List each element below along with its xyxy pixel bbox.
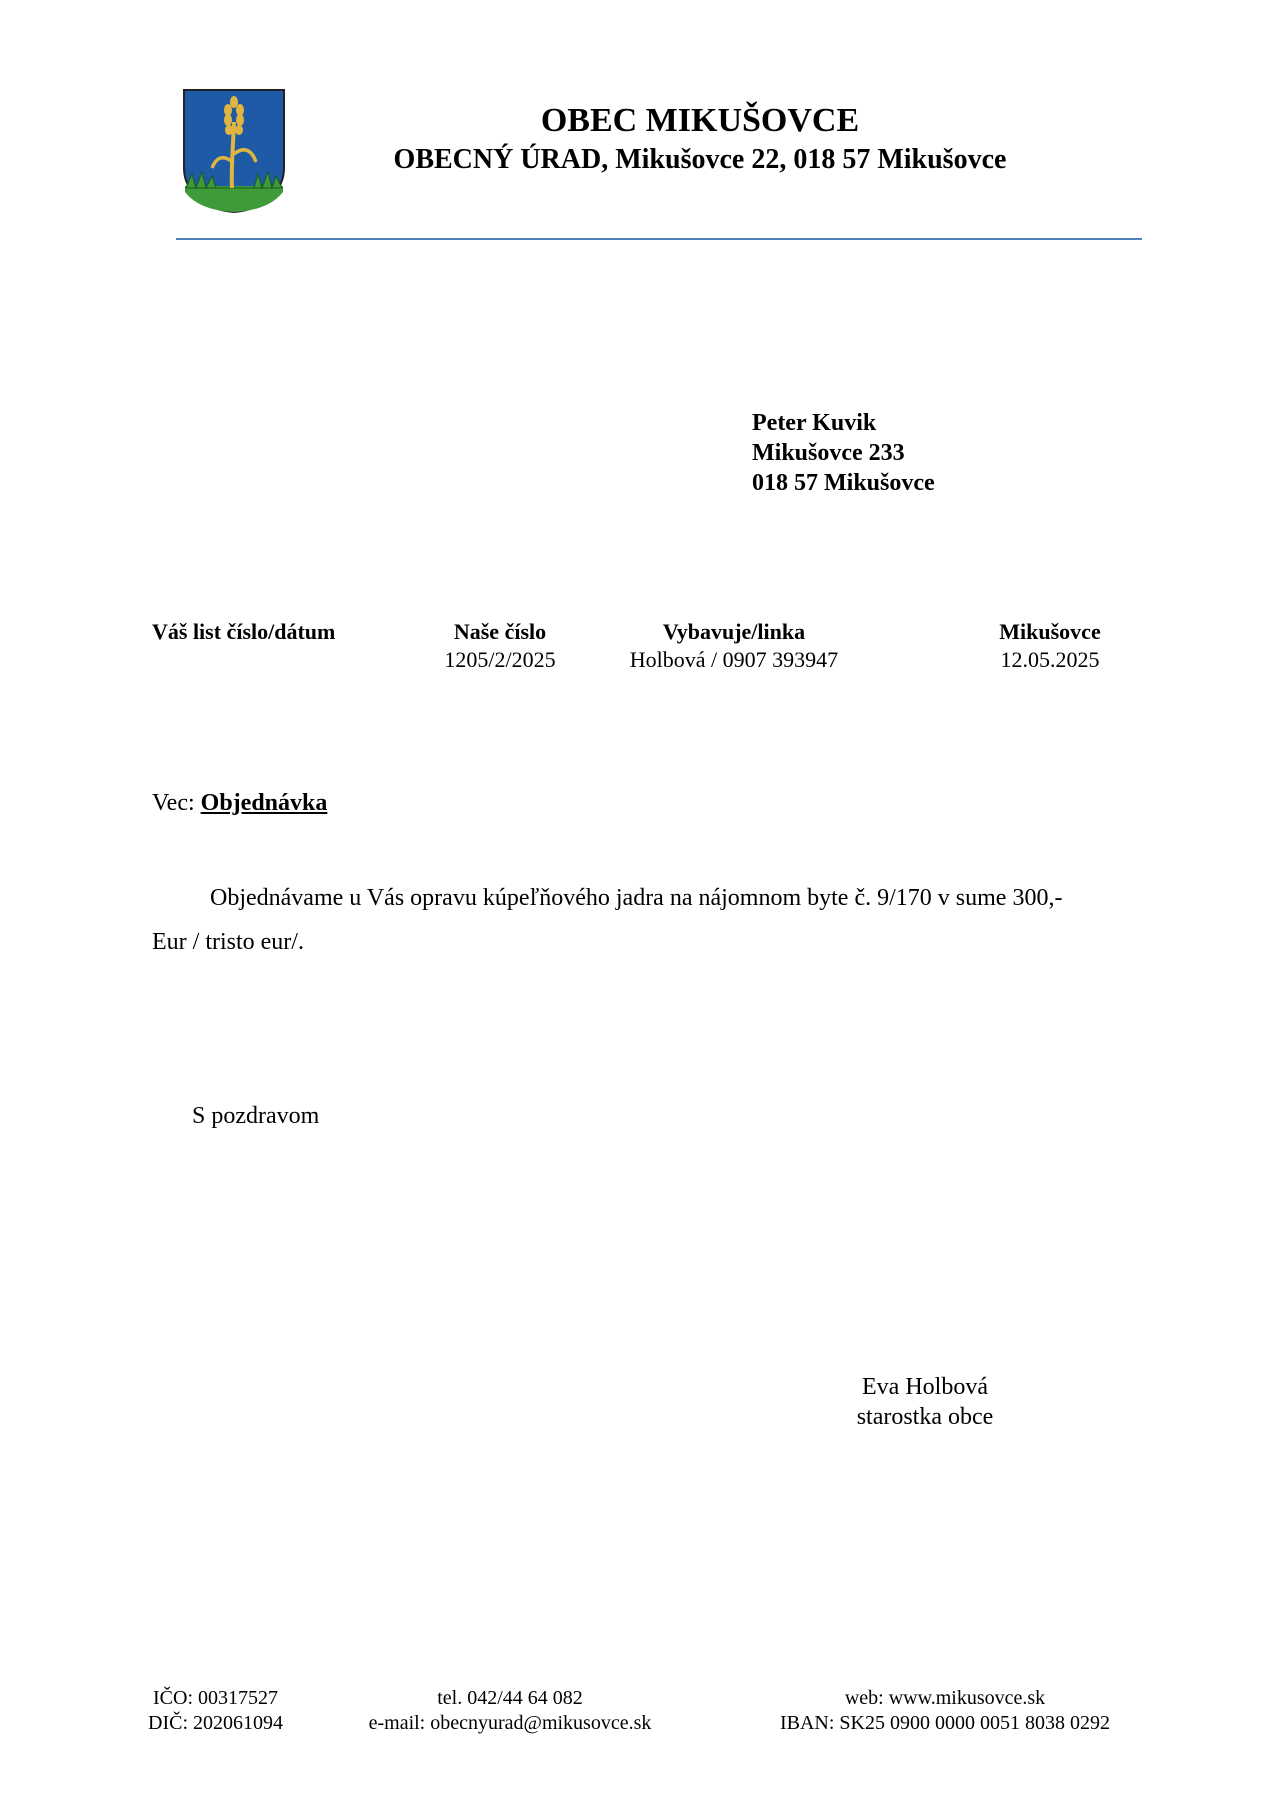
our-number-label: Naše číslo	[453, 619, 547, 644]
footer-ids	[148, 1686, 283, 1736]
place-label: Mikušovce	[999, 619, 1101, 644]
our-number-value: 1205/2/2025	[444, 647, 556, 672]
meta-handled-by	[614, 618, 854, 674]
body-line-2: Eur / tristo eur/.	[152, 929, 304, 955]
recipient-name: Peter Kuvik	[752, 410, 877, 436]
meta-our-number	[430, 618, 570, 674]
footer-iban: IBAN: SK25 0900 0000 0051 8038 0292	[779, 1712, 1110, 1734]
subject-line	[152, 790, 327, 817]
signature-block	[830, 1372, 1020, 1432]
footer-contact	[350, 1686, 670, 1736]
signatory-role: starostka obce	[856, 1404, 994, 1430]
footer-web-bank	[760, 1686, 1130, 1736]
letter-body	[152, 876, 1142, 964]
subject-value: Objednávka	[200, 790, 328, 816]
meta-place-date	[980, 618, 1120, 674]
signatory-name: Eva Holbová	[862, 1374, 988, 1400]
greeting: S pozdravom	[192, 1103, 320, 1129]
footer-ico: IČO: 00317527	[153, 1687, 278, 1709]
office-address-title: OBECNÝ ÚRAD, Mikušovce 22, 018 57 Mikušovce	[393, 144, 1007, 175]
footer-dic: DIČ: 202061094	[148, 1712, 283, 1734]
handled-by-value: Holbová / 0907 393947	[629, 647, 839, 672]
header-divider	[176, 238, 1142, 240]
your-letter-label: Váš list číslo/dátum	[152, 619, 336, 644]
municipal-crest-icon	[182, 88, 286, 214]
date-value: 12.05.2025	[1000, 647, 1100, 672]
municipality-title: OBEC MIKUŠOVCE	[540, 102, 860, 139]
recipient-city: 018 57 Mikušovce	[752, 470, 935, 496]
footer-email: e-mail: obecnyurad@mikusovce.sk	[368, 1712, 652, 1734]
body-line-1: Objednávame u Vás opravu kúpeľňového jadra na nájomnom byte č. 9/170 v sume 300,-	[210, 885, 1063, 911]
handled-by-label: Vybavuje/linka	[662, 619, 806, 644]
recipient-street: Mikušovce 233	[752, 440, 905, 466]
recipient-address	[752, 408, 935, 498]
footer-web: web: www.mikusovce.sk	[844, 1687, 1046, 1709]
meta-your-letter	[152, 618, 335, 646]
footer-tel: tel. 042/44 64 082	[437, 1687, 583, 1709]
subject-label: Vec:	[152, 790, 195, 816]
